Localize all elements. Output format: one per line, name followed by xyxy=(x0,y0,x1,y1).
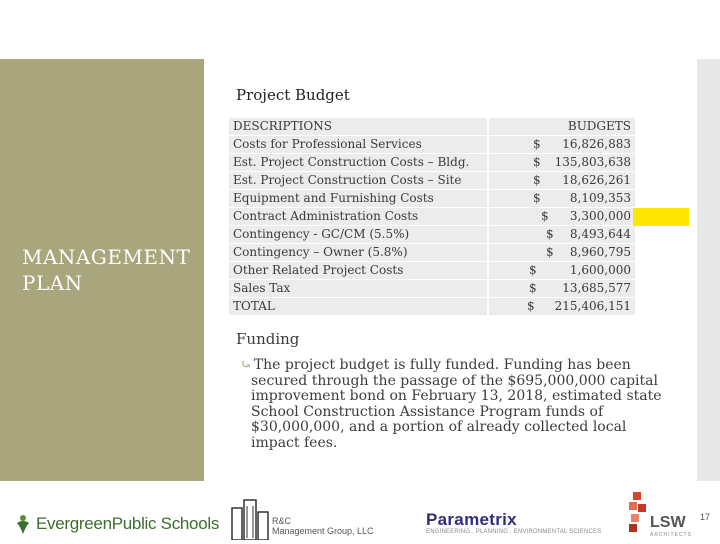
evergreen-logo xyxy=(14,514,219,534)
rc-logo-line1: R&C xyxy=(272,516,292,526)
row-description: Est. Project Construction Costs – Bldg. xyxy=(229,154,487,171)
row-amount: 16,826,883 xyxy=(562,137,631,151)
sidebar-title-line2: PLAN xyxy=(22,271,83,295)
row-dollar-sign: $ xyxy=(533,191,541,205)
row-budget xyxy=(489,190,635,207)
table-row xyxy=(229,244,635,262)
parametrix-logo xyxy=(426,510,601,535)
row-dollar-sign: $ xyxy=(527,299,535,313)
bullet-icon: ⤿ xyxy=(240,357,252,373)
row-budget xyxy=(489,298,635,315)
row-amount: 8,960,795 xyxy=(569,245,631,259)
row-budget xyxy=(489,136,635,153)
row-budget xyxy=(489,172,635,189)
row-budget xyxy=(489,262,635,279)
funding-bullet-text: The project budget is fully funded. Funding has been secured through the passage of the $695,000,000 capital improvement bond on February 13, 2018, estimated state School Construction Assistance Program funds of $30,000,000, and a portion of already collected local impact fees. xyxy=(251,357,662,451)
table-row xyxy=(229,136,635,154)
rc-logo-line2: Management Group, LLC xyxy=(272,526,374,536)
row-budget xyxy=(489,280,635,297)
row-description: Other Related Project Costs xyxy=(229,262,487,279)
row-amount: 1,600,000 xyxy=(569,263,631,277)
table-row xyxy=(229,262,635,280)
row-amount: 215,406,151 xyxy=(554,299,631,313)
evergreen-logo-text: EvergreenPublic Schools xyxy=(36,514,220,533)
header-descriptions: DESCRIPTIONS xyxy=(229,118,487,135)
row-amount: 135,803,638 xyxy=(554,155,631,169)
table-row xyxy=(229,226,635,244)
rc-management-logo xyxy=(230,498,380,540)
row-dollar-sign: $ xyxy=(546,245,554,259)
highlight-marker xyxy=(633,208,689,226)
section-title: Project Budget xyxy=(236,86,350,104)
row-description: Sales Tax xyxy=(229,280,487,297)
row-amount: 3,300,000 xyxy=(569,209,631,223)
row-dollar-sign: $ xyxy=(529,281,537,295)
lsw-logo-name: LSW xyxy=(650,514,686,531)
row-dollar-sign: $ xyxy=(533,173,541,187)
row-description: Contract Administration Costs xyxy=(229,208,487,225)
table-row xyxy=(229,172,635,190)
table-header-row xyxy=(229,118,635,136)
row-dollar-sign: $ xyxy=(546,227,554,241)
building-icon xyxy=(230,498,270,540)
header-budgets xyxy=(489,118,635,135)
page-number: 17 xyxy=(700,512,711,522)
budget-table xyxy=(229,118,635,316)
lsw-logo-sub: ARCHITECTS xyxy=(650,532,692,538)
sidebar-title xyxy=(22,244,202,296)
parametrix-logo-name: Parametrix xyxy=(426,510,517,529)
table-row xyxy=(229,154,635,172)
funding-title: Funding xyxy=(236,330,300,348)
row-amount: 8,109,353 xyxy=(569,191,631,205)
table-row xyxy=(229,298,635,316)
evergreen-leaf-icon xyxy=(14,514,32,534)
sidebar-title-line1: MANAGEMENT xyxy=(22,245,191,269)
row-dollar-sign: $ xyxy=(533,137,541,151)
parametrix-logo-sub: ENGINEERING . PLANNING . ENVIRONMENTAL SCIENCES xyxy=(426,529,602,535)
row-budget xyxy=(489,226,635,243)
lsw-cubes-icon xyxy=(627,490,649,536)
row-description: Est. Project Construction Costs – Site xyxy=(229,172,487,189)
header-budgets-label: BUDGETS xyxy=(567,119,631,133)
row-description: Contingency - GC/CM (5.5%) xyxy=(229,226,487,243)
row-dollar-sign: $ xyxy=(541,209,549,223)
row-description: Costs for Professional Services xyxy=(229,136,487,153)
row-budget xyxy=(489,244,635,261)
row-description: TOTAL xyxy=(229,298,487,315)
lsw-logo xyxy=(627,490,699,540)
row-amount: 13,685,577 xyxy=(562,281,631,295)
right-edge-strip xyxy=(697,59,720,481)
funding-bullet xyxy=(240,358,670,451)
row-description: Contingency – Owner (5.8%) xyxy=(229,244,487,261)
row-dollar-sign: $ xyxy=(533,155,541,169)
row-budget xyxy=(489,208,635,225)
table-row xyxy=(229,208,635,226)
row-dollar-sign: $ xyxy=(529,263,537,277)
row-amount: 18,626,261 xyxy=(562,173,631,187)
row-description: Equipment and Furnishing Costs xyxy=(229,190,487,207)
table-row xyxy=(229,280,635,298)
table-row xyxy=(229,190,635,208)
row-amount: 8,493,644 xyxy=(569,227,631,241)
budget-rows xyxy=(229,136,635,316)
row-budget xyxy=(489,154,635,171)
